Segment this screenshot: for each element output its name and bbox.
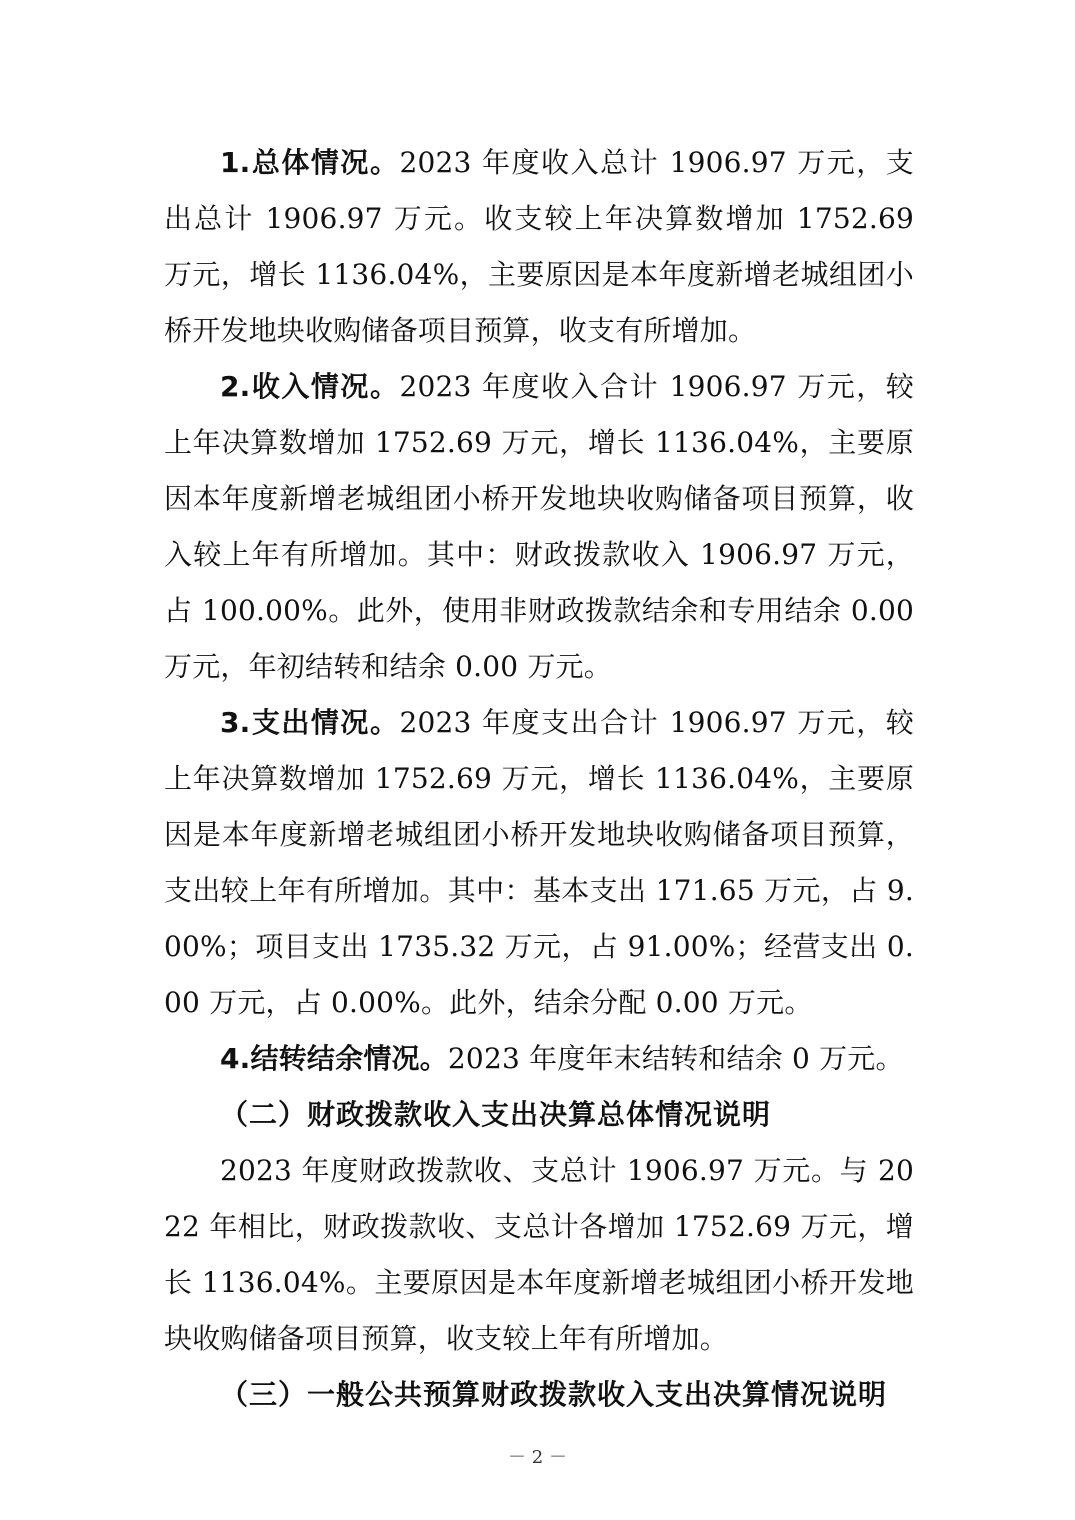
text-overall: 2023 年度收入总计 1906.97 万元，支出总计 1906.97 万元。收支较上年决算数增加 1752.69 万元，增长 1136.04%，主要原因是本年度新增老城组团小桥开发地块收购储备项目预算，收支有所增加。 [164, 146, 914, 347]
paragraph-income [164, 359, 914, 695]
text-carryover: 2023 年度年末结转和结余 0 万元。 [447, 1042, 904, 1075]
text-expenditure: 2023 年度支出合计 1906.97 万元，较上年决算数增加 1752.69 万元，增长 1136.04%，主要原因是本年度新增老城组团小桥开发地块收购储备项目预算，支出较上年有所增加。其中：基本支出 171.65 万元，占 9.00%；项目支出 1735.32 万元，占 91.00%；经营支出 0.00 万元，占 0.00%。此外，结余分配 0.00 万元。 [164, 706, 914, 1019]
heading-fiscal-overview: （二）财政拨款收入支出决算总体情况说明 [220, 1098, 772, 1131]
paragraph-expenditure [164, 695, 914, 1031]
text-income: 2023 年度收入合计 1906.97 万元，较上年决算数增加 1752.69 万元，增长 1136.04%，主要原因本年度新增老城组团小桥开发地块收购储备项目预算，收入较上年有所增加。其中：财政拨款收入 1906.97 万元，占 100.00%。此外，使用非财政拨款结余和专用结余 0.00 万元，年初结转和结余 0.00 万元。 [164, 370, 914, 683]
lead-expenditure: 3.支出情况。 [220, 706, 400, 739]
paragraph-carryover [164, 1031, 914, 1087]
lead-overall: 1.总体情况。 [220, 146, 400, 179]
document-body [164, 135, 914, 1423]
paragraph-fiscal-overview: 2023 年度财政拨款收、支总计 1906.97 万元。与 2022 年相比，财政拨款收、支总计各增加 1752.69 万元，增长 1136.04%。主要原因是本年度新增老城组团小桥开发地块收购储备项目预算，收支较上年有所增加。 [164, 1154, 914, 1355]
paragraph-overall [164, 135, 914, 359]
heading-general-budget: （三）一般公共预算财政拨款收入支出决算情况说明 [220, 1378, 888, 1411]
page-number: － 2 － [508, 1447, 567, 1468]
lead-carryover: 4.结转结余情况。 [220, 1042, 448, 1075]
lead-income: 2.收入情况。 [220, 370, 400, 403]
